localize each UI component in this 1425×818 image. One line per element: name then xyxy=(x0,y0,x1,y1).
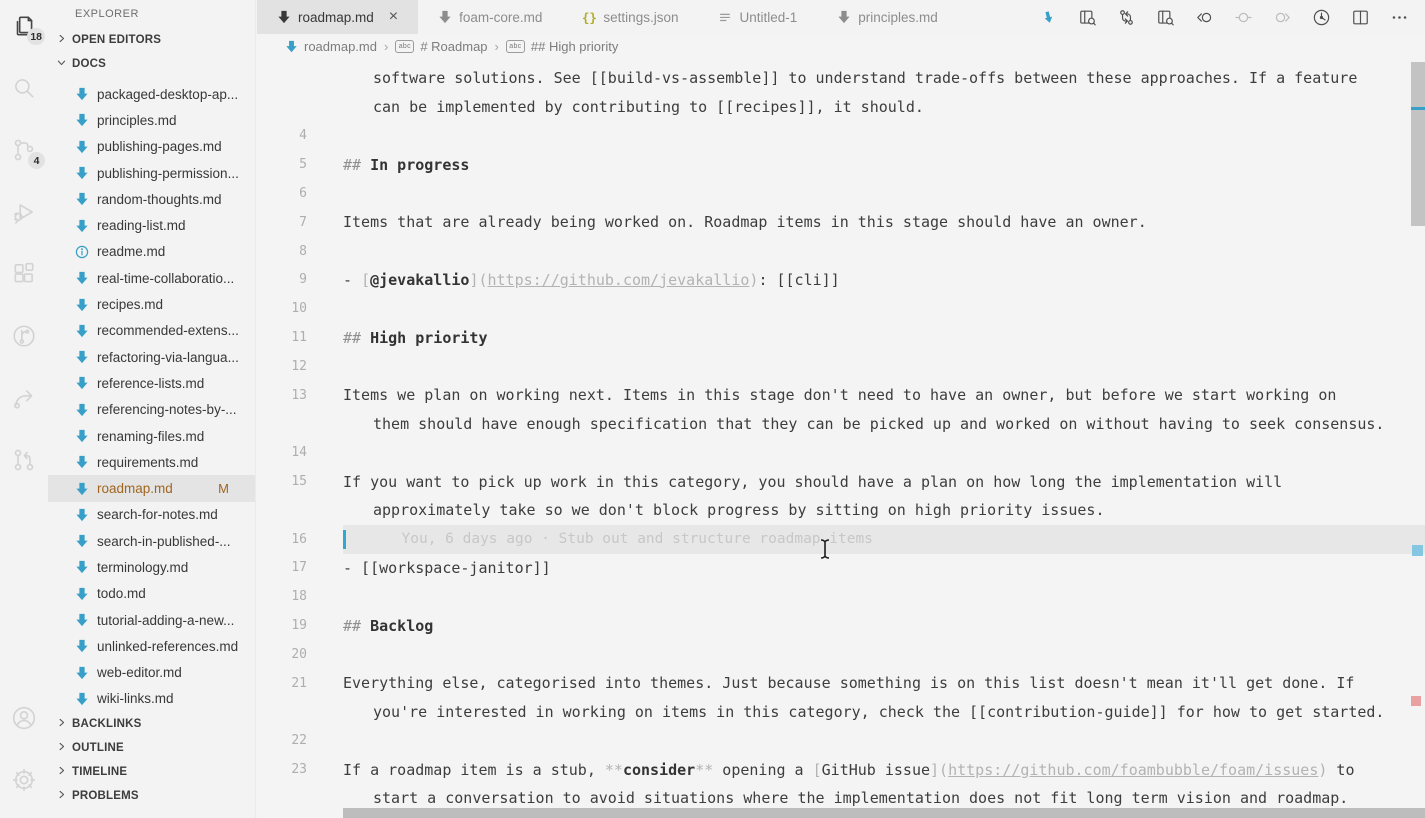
line-number[interactable]: 6 xyxy=(299,186,307,202)
file-item-renaming-filesmd[interactable] xyxy=(48,423,255,449)
markdown-icon xyxy=(75,219,89,233)
file-label: web-editor.md xyxy=(97,665,182,681)
code-segment: ## xyxy=(343,328,371,347)
file-item-reference-listsmd[interactable] xyxy=(48,370,255,396)
markdown-icon xyxy=(75,560,89,574)
activity-settings-gear-icon[interactable] xyxy=(0,756,48,804)
code-segment: you're interested in working on items in this category, check the [[contribution-guide]] for how to get started. xyxy=(373,702,1385,721)
activity-source-control-icon[interactable] xyxy=(0,126,48,174)
line-number[interactable]: 20 xyxy=(291,646,307,662)
editor-line-current[interactable] xyxy=(257,525,1425,554)
file-item-publishing-pagesmd[interactable] xyxy=(48,134,255,160)
chevron-right-icon xyxy=(56,765,67,779)
line-content[interactable] xyxy=(343,323,1425,352)
breadcrumb-separator: › xyxy=(383,38,389,54)
editor-line[interactable] xyxy=(257,237,1425,266)
code-segment: start a conversation to avoid situations where the implementation does not fit long term vision and roadmap. xyxy=(373,789,1349,808)
line-number[interactable]: 18 xyxy=(291,589,307,605)
markdown-icon xyxy=(75,140,89,154)
file-item-search-for-notesmd[interactable] xyxy=(48,502,255,528)
code-segment: In progress xyxy=(370,155,470,174)
markdown-icon xyxy=(75,271,89,285)
chevron-right-icon xyxy=(56,741,67,755)
section-timeline[interactable] xyxy=(48,760,255,784)
file-item-roadmapmd[interactable] xyxy=(48,475,255,501)
code-segment: software solutions. See [[build-vs-assemble]] to understand trade-offs between these approaches. If a feature xyxy=(373,69,1358,88)
section-backlinks[interactable] xyxy=(48,712,255,736)
activity-badge: 4 xyxy=(28,152,45,169)
file-item-recipesmd[interactable] xyxy=(48,291,255,317)
editor-line[interactable] xyxy=(257,352,1425,381)
code-segment: them should have enough specification that they can be picked up and worked on without having to seek consensus. xyxy=(373,414,1385,433)
sidebar-title: EXPLORER xyxy=(75,8,139,20)
editor-line[interactable] xyxy=(257,410,1425,439)
tab-label: principles.md xyxy=(858,9,938,25)
activity-extensions-icon[interactable] xyxy=(0,250,48,298)
line-number[interactable]: 8 xyxy=(299,243,307,259)
section-open-editors[interactable]: OPEN EDITORS xyxy=(48,28,255,52)
file-item-terminologymd[interactable] xyxy=(48,554,255,580)
chevron-down-icon xyxy=(56,57,67,71)
file-item-recommended-extens[interactable] xyxy=(48,318,255,344)
code-segment: - xyxy=(343,270,362,289)
file-label: reading-list.md xyxy=(97,218,186,234)
file-label: reference-lists.md xyxy=(97,375,205,391)
editor-line[interactable] xyxy=(257,611,1425,640)
line-content[interactable] xyxy=(343,525,1425,554)
line-number[interactable]: 19 xyxy=(291,618,307,634)
editor-line[interactable] xyxy=(257,323,1425,352)
file-label: real-time-collaboratio... xyxy=(97,270,235,286)
tab-roadmapmd[interactable] xyxy=(257,0,418,34)
line-number[interactable]: 14 xyxy=(291,445,307,461)
editor-line[interactable] xyxy=(257,64,1425,93)
file-item-refactoring-via-langua[interactable] xyxy=(48,344,255,370)
tab-settingsjson[interactable] xyxy=(562,0,698,34)
file-label: referencing-notes-by-... xyxy=(97,402,237,418)
file-label: random-thoughts.md xyxy=(97,191,222,207)
breadcrumb-label: roadmap.md xyxy=(304,38,377,54)
code-segment: ]( xyxy=(469,270,488,289)
line-content[interactable] xyxy=(343,381,1425,410)
chevron-right-icon xyxy=(56,33,67,47)
code-segment: Backlog xyxy=(370,616,434,635)
line-number[interactable]: 21 xyxy=(291,675,307,691)
section-problems[interactable] xyxy=(48,784,255,808)
markdown-icon xyxy=(75,298,89,312)
file-label: readme.md xyxy=(97,244,166,260)
chevron-right-icon xyxy=(56,717,67,731)
file-item-wiki-linksmd[interactable] xyxy=(48,686,255,712)
abc-icon: abc xyxy=(395,40,414,53)
editor-line[interactable] xyxy=(257,698,1425,727)
file-label: publishing-permission... xyxy=(97,165,239,181)
breadcrumb-item[interactable] xyxy=(395,39,487,54)
file-label: todo.md xyxy=(97,586,146,602)
activity-bar xyxy=(0,0,48,818)
activity-account-icon[interactable] xyxy=(0,694,48,742)
line-content[interactable] xyxy=(343,669,1425,698)
line-number[interactable]: 9 xyxy=(299,272,307,288)
editor-line[interactable] xyxy=(257,582,1425,611)
file-item-readmemd[interactable] xyxy=(48,239,255,265)
section-label: TIMELINE xyxy=(72,766,128,779)
markdown-icon xyxy=(75,534,89,548)
code-segment: @jevakallio xyxy=(370,270,470,289)
code-segment: Everything else, categorised into themes. Just because something is on this list doesn't mean it'll get done. If xyxy=(343,674,1355,693)
editor-actions xyxy=(1038,0,1425,34)
file-item-todomd[interactable] xyxy=(48,581,255,607)
line-content[interactable] xyxy=(343,122,1425,151)
code-segment: ** xyxy=(604,760,623,779)
file-item-search-in-published-[interactable] xyxy=(48,528,255,554)
editor-line[interactable] xyxy=(257,669,1425,698)
line-number[interactable]: 17 xyxy=(291,560,307,576)
editor-line[interactable] xyxy=(257,755,1425,784)
markdown-icon xyxy=(75,508,89,522)
code-segment: Items we plan on working next. Items in this stage don't need to have an owner, but before we start working on xyxy=(343,386,1337,405)
activity-pull-request-icon[interactable] xyxy=(0,436,48,484)
markdown-arrow-icon[interactable] xyxy=(1038,7,1058,27)
file-item-tutorial-adding-a-new[interactable] xyxy=(48,607,255,633)
breadcrumb-label: # Roadmap xyxy=(420,38,488,54)
editor-line[interactable] xyxy=(257,438,1425,467)
line-content[interactable] xyxy=(343,611,1425,640)
preview-side-icon[interactable] xyxy=(1155,7,1175,27)
preview-side-icon[interactable] xyxy=(1077,7,1097,27)
line-number[interactable]: 10 xyxy=(291,301,307,317)
abc-icon: abc xyxy=(506,40,525,53)
line-content[interactable] xyxy=(343,352,1425,381)
overview-ruler-error-mark xyxy=(1411,696,1421,706)
editor-line[interactable] xyxy=(257,208,1425,237)
code-segment: https://github.com/jevakallio xyxy=(487,270,750,289)
file-item-referencing-notes-by-[interactable] xyxy=(48,397,255,423)
prev-change-icon[interactable] xyxy=(1194,7,1214,27)
tab-foam-coremd[interactable] xyxy=(418,0,562,34)
sidebar-bottom-sections xyxy=(48,712,255,808)
markdown-icon xyxy=(285,40,298,53)
section-label: OUTLINE xyxy=(72,742,124,755)
editor-code-area[interactable] xyxy=(257,58,1425,818)
info-icon xyxy=(75,245,89,259)
file-item-packaged-desktop-ap[interactable] xyxy=(48,81,255,107)
changes-icon[interactable] xyxy=(1233,7,1253,27)
file-label: recommended-extens... xyxy=(97,323,239,339)
section-outline[interactable] xyxy=(48,736,255,760)
code-segment: https://github.com/foambubble/foam/issues xyxy=(948,760,1319,779)
markdown-icon xyxy=(75,666,89,680)
editor-line[interactable] xyxy=(257,294,1425,323)
mouse-ibeam-cursor xyxy=(818,538,832,560)
tab-Untitled-1[interactable] xyxy=(698,0,817,34)
line-content[interactable] xyxy=(373,698,1425,727)
git-blame-annotation: You, 6 days ago · Stub out and structure roadmap items xyxy=(401,531,873,548)
line-number[interactable]: 4 xyxy=(299,128,307,144)
overview-ruler-viewport-mark xyxy=(1411,107,1425,110)
code-segment: opening a xyxy=(713,760,813,779)
editor-line[interactable] xyxy=(257,467,1425,496)
code-segment: GitHub issue xyxy=(821,760,931,779)
line-content[interactable] xyxy=(343,554,1425,583)
section-docs[interactable]: DOCS xyxy=(48,52,255,76)
editor-line[interactable] xyxy=(257,496,1425,525)
breadcrumb-item[interactable] xyxy=(285,39,377,54)
tab-label: foam-core.md xyxy=(459,9,543,25)
file-label: recipes.md xyxy=(97,297,164,313)
line-content[interactable] xyxy=(343,726,1425,755)
markdown-icon xyxy=(75,482,89,496)
code-segment: ## xyxy=(343,155,371,174)
editor-line[interactable] xyxy=(257,381,1425,410)
file-label: roadmap.md xyxy=(97,481,173,497)
line-number[interactable]: 15 xyxy=(291,474,307,490)
close-icon[interactable]: × xyxy=(388,8,399,25)
tab-principlesmd[interactable] xyxy=(817,0,958,34)
markdown-icon xyxy=(75,403,89,417)
plain-file-icon xyxy=(718,10,732,24)
code-segment: ]( xyxy=(930,760,949,779)
file-label: renaming-files.md xyxy=(97,428,205,444)
breadcrumb xyxy=(257,34,1425,58)
editor-line[interactable] xyxy=(257,640,1425,669)
file-tree xyxy=(48,76,255,712)
line-number[interactable]: 16 xyxy=(291,531,307,547)
line-number[interactable]: 7 xyxy=(299,214,307,230)
code-segment: to xyxy=(1327,760,1355,779)
line-number[interactable]: 22 xyxy=(291,733,307,749)
file-label: publishing-pages.md xyxy=(97,139,222,155)
code-segment: consider xyxy=(622,760,696,779)
file-label: packaged-desktop-ap... xyxy=(97,86,239,102)
line-content[interactable] xyxy=(373,410,1425,439)
code-segment: : [[cli]] xyxy=(758,270,840,289)
next-change-icon[interactable] xyxy=(1272,7,1292,27)
markdown-icon xyxy=(75,692,89,706)
line-content[interactable] xyxy=(343,179,1425,208)
editor-line[interactable] xyxy=(257,93,1425,122)
file-item-principlesmd[interactable] xyxy=(48,107,255,133)
file-item-web-editormd[interactable] xyxy=(48,660,255,686)
markdown-icon xyxy=(75,376,89,390)
markdown-icon xyxy=(75,192,89,206)
code-segment: can be implemented by contributing to [[recipes]], it should. xyxy=(373,98,924,117)
tab-bar xyxy=(257,0,1425,34)
code-segment: If a roadmap item is a stub, xyxy=(343,760,605,779)
split-editor-icon[interactable] xyxy=(1350,7,1370,27)
code-segment: ) xyxy=(749,270,759,289)
file-label: principles.md xyxy=(97,112,177,128)
line-content[interactable] xyxy=(343,208,1425,237)
markdown-icon xyxy=(75,166,89,180)
markdown-icon xyxy=(75,613,89,627)
editor-line[interactable] xyxy=(257,122,1425,151)
line-number[interactable]: 13 xyxy=(291,387,307,403)
markdown-icon xyxy=(75,429,89,443)
git-modified-badge: M xyxy=(218,481,229,497)
code-segment: [ xyxy=(812,760,822,779)
line-number[interactable]: 23 xyxy=(291,762,307,778)
editor-group xyxy=(257,0,1425,818)
vertical-scrollbar-thumb[interactable] xyxy=(1411,62,1425,226)
editor-line[interactable] xyxy=(257,726,1425,755)
activity-share-icon[interactable] xyxy=(0,374,48,422)
breadcrumb-label: ## High priority xyxy=(530,38,619,54)
file-label: unlinked-references.md xyxy=(97,638,239,654)
markdown-icon xyxy=(75,587,89,601)
file-label: search-for-notes.md xyxy=(97,507,218,523)
explorer-sidebar xyxy=(48,0,256,818)
line-content[interactable] xyxy=(343,582,1425,611)
file-item-unlinked-referencesmd[interactable] xyxy=(48,633,255,659)
line-content[interactable] xyxy=(343,467,1425,496)
file-item-publishing-permission[interactable] xyxy=(48,160,255,186)
file-item-requirementsmd[interactable] xyxy=(48,449,255,475)
file-label: terminology.md xyxy=(97,559,189,575)
code-segment: ) xyxy=(1318,760,1328,779)
tab-label: Untitled-1 xyxy=(739,9,798,25)
markdown-icon xyxy=(75,455,89,469)
file-item-random-thoughtsmd[interactable] xyxy=(48,186,255,212)
more-actions-icon[interactable] xyxy=(1389,7,1409,27)
line-content[interactable] xyxy=(373,93,1425,122)
code-segment: - [[workspace-janitor]] xyxy=(343,558,551,577)
overview-ruler-cursor-mark xyxy=(1412,545,1423,556)
file-label: tutorial-adding-a-new... xyxy=(97,612,235,628)
section-label: PROBLEMS xyxy=(72,790,139,803)
json-icon: {} xyxy=(581,9,597,25)
line-number[interactable]: 5 xyxy=(299,157,307,173)
horizontal-scrollbar-thumb[interactable] xyxy=(343,808,1425,818)
line-number[interactable]: 11 xyxy=(291,330,307,346)
line-content[interactable] xyxy=(343,294,1425,323)
code-segment: approximately take so we don't block progress by sitting on high priority issues. xyxy=(373,501,1105,520)
tab-label: settings.json xyxy=(603,9,679,25)
compare-changes-icon[interactable] xyxy=(1116,7,1136,27)
file-item-real-time-collaboratio[interactable] xyxy=(48,265,255,291)
markdown-icon xyxy=(277,10,291,24)
file-label: refactoring-via-langua... xyxy=(97,349,239,365)
markdown-icon xyxy=(75,350,89,364)
activity-search-icon[interactable] xyxy=(0,64,48,112)
chevron-right-icon xyxy=(56,789,67,803)
activity-explorer-files-icon[interactable] xyxy=(0,2,48,50)
editor-line[interactable] xyxy=(257,266,1425,295)
breadcrumb-separator: › xyxy=(494,38,499,54)
file-label: search-in-published-... xyxy=(97,533,231,549)
line-content[interactable] xyxy=(343,755,1425,784)
file-history-icon[interactable] xyxy=(1311,7,1331,27)
markdown-icon xyxy=(438,10,452,24)
markdown-icon xyxy=(837,10,851,24)
markdown-icon xyxy=(75,87,89,101)
tab-label: roadmap.md xyxy=(298,9,374,25)
activity-test-play-icon[interactable] xyxy=(0,312,48,360)
code-segment: ## xyxy=(343,616,371,635)
file-label: requirements.md xyxy=(97,454,199,470)
breadcrumb-item[interactable] xyxy=(506,39,618,54)
editor-line[interactable] xyxy=(257,150,1425,179)
activity-run-debug-icon[interactable] xyxy=(0,188,48,236)
editor-line[interactable] xyxy=(257,554,1425,583)
markdown-icon xyxy=(75,639,89,653)
activity-badge: 18 xyxy=(27,28,45,45)
line-content[interactable] xyxy=(343,266,1425,295)
line-content[interactable] xyxy=(343,438,1425,467)
file-item-reading-listmd[interactable] xyxy=(48,212,255,238)
line-content[interactable] xyxy=(373,64,1425,93)
markdown-icon xyxy=(75,324,89,338)
code-segment: If you want to pick up work in this category, you should have a plan on how long the implementation will xyxy=(343,472,1283,491)
code-segment: ** xyxy=(695,760,714,779)
code-segment: High priority xyxy=(370,328,488,347)
line-number[interactable]: 12 xyxy=(291,358,307,374)
line-content[interactable] xyxy=(343,237,1425,266)
markdown-icon xyxy=(75,113,89,127)
line-content[interactable] xyxy=(343,640,1425,669)
code-segment: Items that are already being worked on. Roadmap items in this stage should have an owner. xyxy=(343,213,1147,232)
code-segment: [ xyxy=(361,270,371,289)
file-label: wiki-links.md xyxy=(97,691,174,707)
line-content[interactable] xyxy=(343,150,1425,179)
section-label: BACKLINKS xyxy=(72,718,142,731)
editor-line[interactable] xyxy=(257,179,1425,208)
line-content[interactable] xyxy=(373,496,1425,525)
